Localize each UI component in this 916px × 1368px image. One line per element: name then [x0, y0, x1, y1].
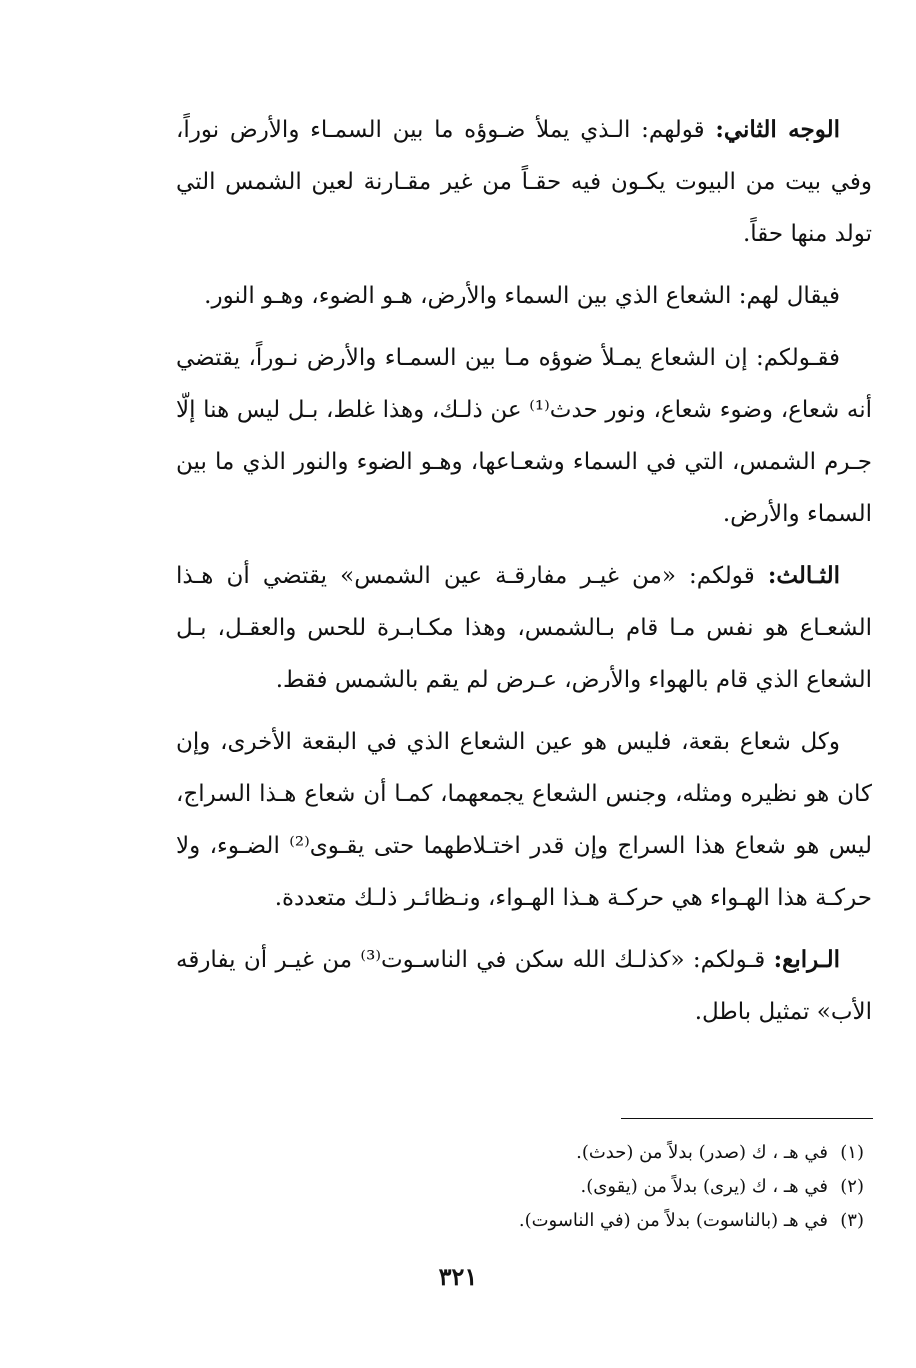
paragraph-third-aspect: [176, 550, 872, 706]
paragraph-heading: الثـالث:: [767, 562, 840, 589]
footnote-separator: [621, 1118, 873, 1119]
footnote-item: [176, 1204, 872, 1238]
footnotes: [176, 1136, 872, 1238]
paragraph-reply: [176, 270, 872, 322]
paragraph-each-ray: [176, 716, 872, 924]
footnote-number: (١): [840, 1142, 864, 1163]
paragraph-body: وكل شعاع بقعة، فليس هو عين الشعاع الذي في البقعة الأخرى، وإن كان هو نظيره ومثله، وجنس الشعاع يجمعهما، كمـا أن شعاع هـذا السراج، ليس هو شعاع هذا السراج وإن قدر اختـلاطهما حتى يقـوى⁽²⁾ الضـوء، ولا حركـة هذا الهـواء هي حركـة هـذا الهـواء، ونـظائـر ذلـك متعددة.: [176, 729, 872, 911]
footnote-text: في هـ ، ك (صدر) بدلاً من (حدث).: [576, 1142, 828, 1163]
paragraph-body: فيقال لهم: الشعاع الذي بين السماء والأرض، هـو الضوء، وهـو النور.: [204, 283, 840, 309]
paragraph-refutation: [176, 332, 872, 540]
footnote-number: (٣): [840, 1210, 864, 1231]
main-text: [176, 104, 872, 1048]
paragraph-body: قولهم: الـذي يملأ ضـوؤه ما بين السمـاء والأرض نوراً، وفي بيت من البيوت يكـون فيه حقـاً من غير مقـارنة لعين الشمس التي تولد منها حقاً.: [176, 117, 872, 247]
footnote-item: [176, 1136, 872, 1170]
footnote-text: في هـ ، ك (يرى) بدلاً من (يقوى).: [580, 1176, 828, 1197]
footnote-text: في هـ (بالناسوت) بدلاً من (في الناسوت).: [518, 1210, 828, 1231]
footnote-number: (٢): [840, 1176, 864, 1197]
footnote-item: [176, 1170, 872, 1204]
page-number: ٣٢١: [438, 1262, 478, 1291]
paragraph-heading: الوجه الثاني:: [715, 116, 840, 143]
paragraph-fourth-aspect: [176, 934, 872, 1038]
paragraph-body: قولكم: «من غيـر مفارقـة عين الشمس» يقتضي أن هـذا الشعـاع هو نفس مـا قام بـالشمس، وهذا مكـابـرة للحس والعقـل، بـل الشعاع الذي قام بالهواء والأرض، عـرض لم يقم بالشمس فقط.: [176, 563, 872, 693]
paragraph-second-aspect: [176, 104, 872, 260]
paragraph-heading: الـرابع:: [773, 946, 840, 973]
paragraph-body: قـولكم: «كذلـك الله سكن في الناسـوت⁽³⁾ من غيـر أن يفارقه الأب» تمثيل باطل.: [176, 947, 872, 1025]
paragraph-body: فقـولكم: إن الشعاع يمـلأ ضوؤه مـا بين السمـاء والأرض نـوراً، يقتضي أنه شعاع، وضوء شعاع، ونور حدث⁽¹⁾ عن ذلـك، وهذا غلط، بـل ليس هنا إلّا جـرم الشمس، التي في السماء وشعـاعها، وهـو الضوء والنور الذي ما بين السماء والأرض.: [176, 345, 872, 527]
